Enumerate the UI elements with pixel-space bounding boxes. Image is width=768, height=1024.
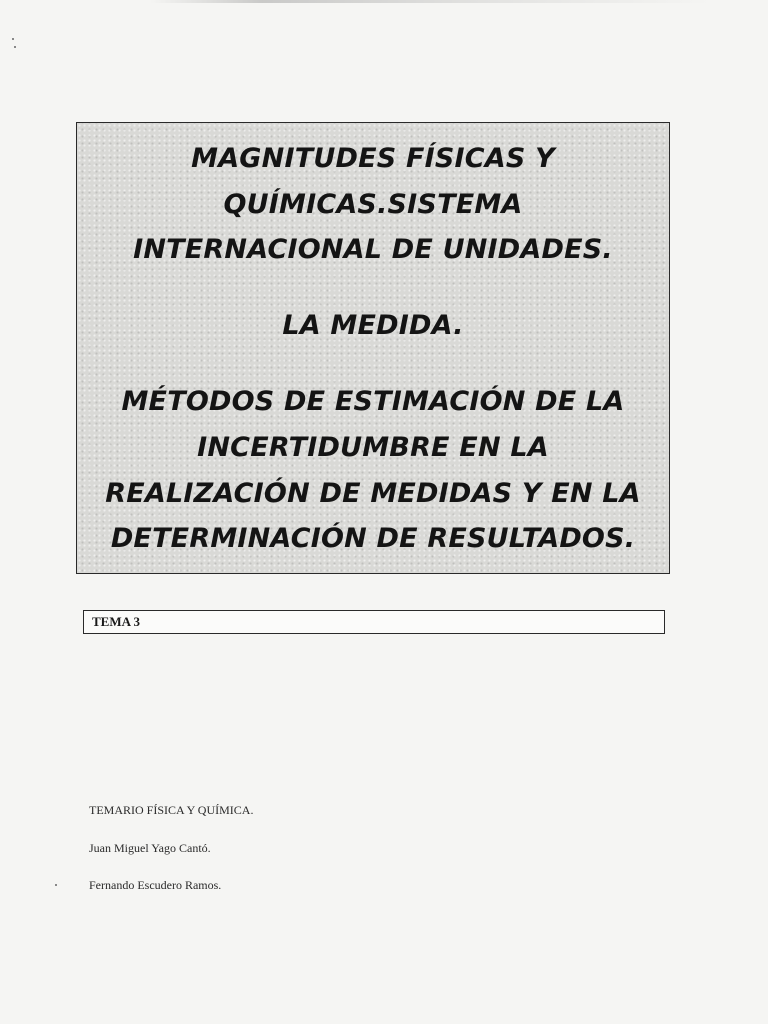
author-line-1: Juan Miguel Yago Cantó. [89, 841, 211, 855]
title-line-4: LA MEDIDA. [282, 310, 464, 341]
tema-label: TEMA 3 [92, 614, 141, 629]
scan-speck [55, 884, 57, 886]
scan-artifact-top [150, 0, 710, 3]
author-line-2: Fernando Escudero Ramos. [89, 878, 222, 892]
title-line-7: REALIZACIÓN DE MEDIDAS Y EN LA [105, 478, 641, 509]
title-line-6: INCERTIDUMBRE EN LA [197, 432, 549, 463]
scan-speck [14, 46, 16, 48]
title-line-2: QUÍMICAS.SISTEMA [223, 189, 523, 220]
scan-speck [12, 38, 14, 40]
subject-line: TEMARIO FÍSICA Y QUÍMICA. [89, 803, 254, 817]
title-line-3: INTERNACIONAL DE UNIDADES. [133, 234, 613, 265]
title-line-1: MAGNITUDES FÍSICAS Y [191, 143, 555, 174]
title-line-8: DETERMINACIÓN DE RESULTADOS. [110, 523, 636, 554]
title-line-5: MÉTODOS DE ESTIMACIÓN DE LA [121, 386, 625, 417]
title-box [76, 122, 670, 574]
tema-box [83, 610, 665, 634]
